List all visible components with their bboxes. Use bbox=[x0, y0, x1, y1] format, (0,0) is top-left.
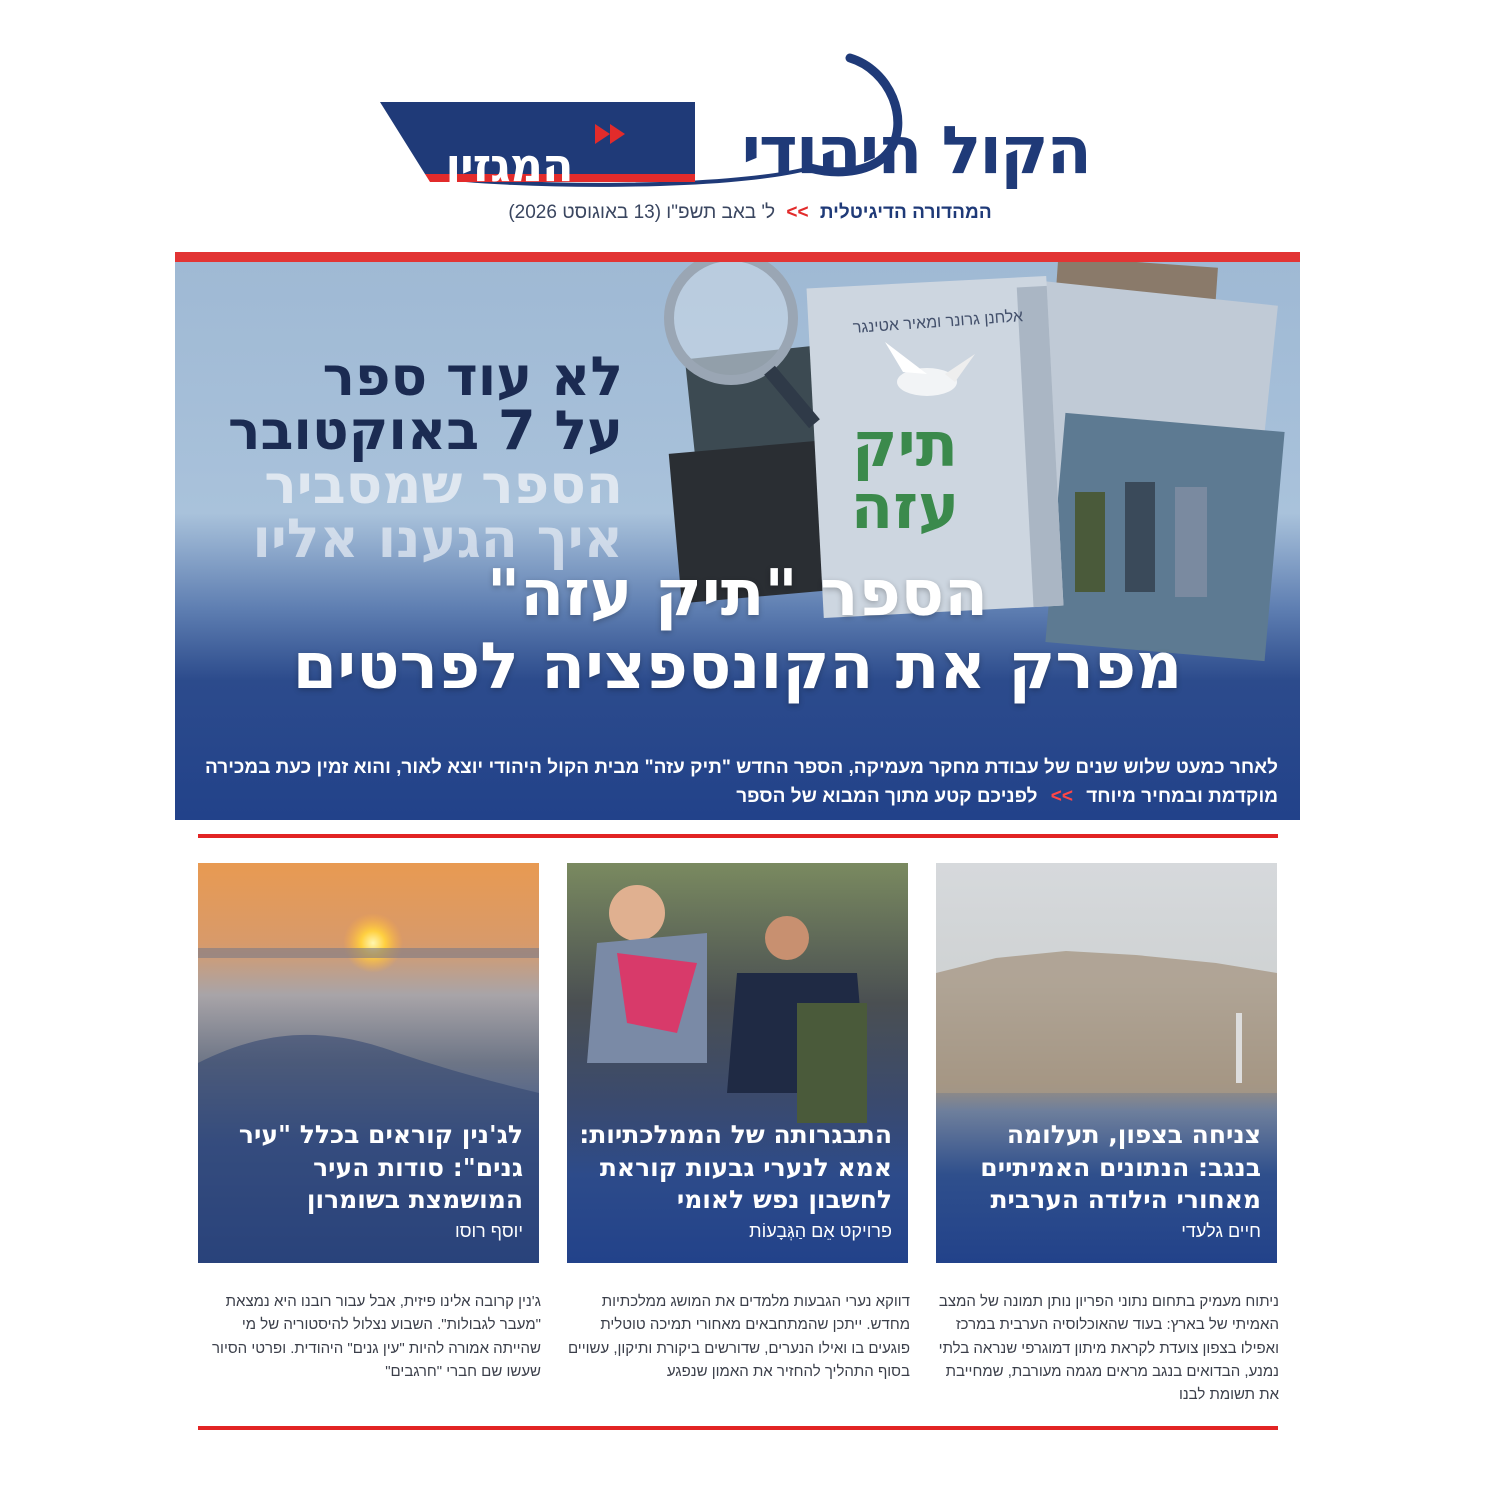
chevron-icon: >> bbox=[1050, 785, 1073, 807]
dateline bbox=[0, 202, 1500, 224]
tagline-line: איך הגענו אליו bbox=[252, 507, 623, 570]
article-title[interactable]: לג'נין קוראים בכלל "עיר גנים": סודות העיר המושמצת בשומרון bbox=[238, 1120, 523, 1214]
article-title[interactable]: צניחה בצפון, תעלומה בנגב: הנתונים האמיתיים מאחורי הילודה הערבית bbox=[980, 1120, 1261, 1214]
book-cover-author: אלחנן גרונר ומאיר אטינגר bbox=[852, 308, 1024, 337]
tagline-line: הספר שמסביר bbox=[264, 453, 623, 516]
article-description: דווקא נערי הגבעות מלמדים את המושג ממלכתיות מחדש. ייתכן שהמתחבאים מאחורי תמיכה טוטלית פוגעים בו ואילו הנערים, שדורשים ביקורת ותיקון, עשויים בסוף התהליך להחזיר את האמון שנפגע bbox=[567, 1293, 910, 1380]
headline-line: הספר "תיק עזה" bbox=[486, 557, 989, 631]
masthead bbox=[370, 50, 1110, 190]
tagline-line: לא עוד ספר bbox=[322, 345, 623, 408]
issue-date: ל' באב תשפ"ו (13 באוגוסט 2026) bbox=[508, 202, 776, 223]
book-title-line: עזה bbox=[850, 470, 960, 543]
article-author: חיים גלעדי bbox=[1181, 1221, 1261, 1241]
article-card[interactable] bbox=[198, 863, 539, 1263]
book-cover-title bbox=[835, 408, 975, 543]
book-title-line: תיק bbox=[851, 408, 959, 481]
hero-tagline bbox=[203, 345, 623, 570]
article-title[interactable]: התבגרותה של הממלכתיות: אמא לנערי גבעות קוראת לחשבון נפש לאומי bbox=[579, 1120, 892, 1214]
chevron-icon: >> bbox=[786, 202, 809, 223]
article-card[interactable] bbox=[567, 863, 908, 1263]
hero-top-bar bbox=[175, 252, 1300, 262]
logo-magazine-label: המגזין bbox=[445, 138, 573, 192]
article-author: פרויקט אֵם הַגְּבָעוֹת bbox=[749, 1221, 892, 1241]
article-card[interactable] bbox=[936, 863, 1277, 1263]
article-description: ג'נין קרובה אלינו פיזית, אבל עבור רובנו היא נמצאת "מעבר לגבולות". השבוע נצלול להיסטוריה של מי שהייתה אמורה להיות "עין גנים" היהודית. ופרטי הסיור שעשו שם חברי "חרגבים" bbox=[212, 1293, 541, 1380]
hero-headline[interactable] bbox=[175, 558, 1300, 704]
hero-summary: לאחר כמעט שלוש שנים של עבודת מחקר מעמיקה, הספר החדש "תיק עזה" מבית הקול היהודי יוצא לאור, והוא זמין כעת במכירה מוקדמת ובמחיר מיוחד bbox=[204, 757, 1278, 807]
edition-label: המהדורה הדיגיטלית bbox=[819, 202, 992, 223]
hero-read-more-link[interactable]: לפניכם קטע מתוך המבוא של הספר bbox=[736, 785, 1038, 807]
logo-title: הקול היהודי bbox=[741, 112, 1090, 189]
hero-banner[interactable] bbox=[175, 262, 1300, 820]
hero-subtext bbox=[188, 754, 1278, 811]
section-divider bbox=[198, 1426, 1278, 1430]
article-author: יוסף רוסו bbox=[455, 1221, 523, 1241]
article-description: ניתוח מעמיק בתחום נתוני הפריון נותן תמונה של המצב האמיתי של בארץ: בעוד שהאוכלוסיה הערבית במרכז ואפילו בצפון צועדת לקראת מיתון דמוגרפי שנראה בלתי נמנע, הבדואים בנגב מראים מגמה מעורבת, שמחייבת את תשומת לבנו bbox=[938, 1293, 1279, 1403]
tagline-line: על 7 באוקטובר bbox=[227, 399, 623, 462]
section-divider bbox=[198, 834, 1278, 838]
headline-line: מפרק את הקונספציה לפרטים bbox=[292, 629, 1183, 704]
